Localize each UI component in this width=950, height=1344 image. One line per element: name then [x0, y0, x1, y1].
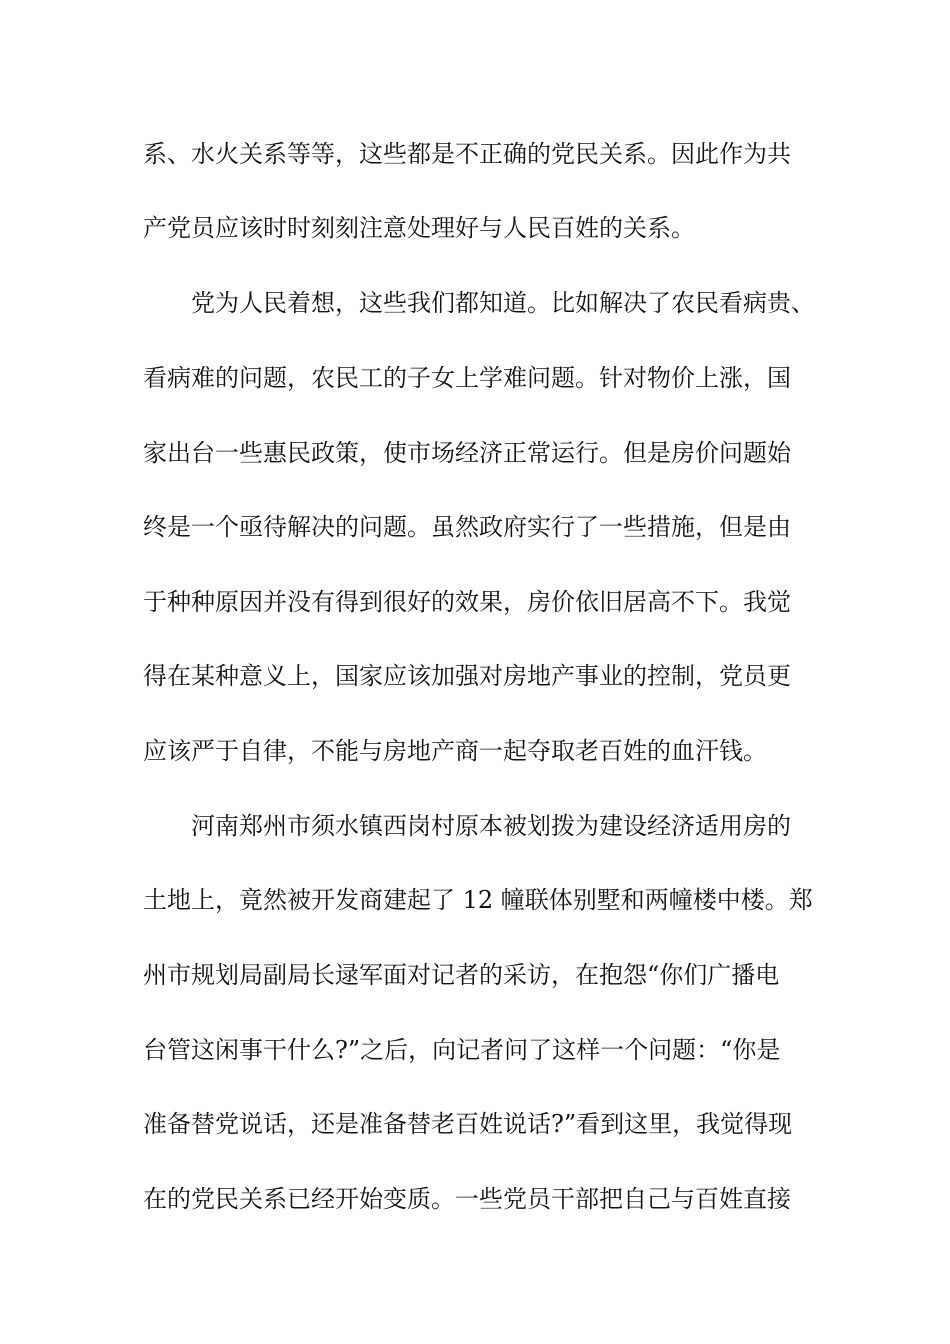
- body-text-line: 终是一个亟待解决的问题。虽然政府实行了一些措施，但是由: [143, 513, 791, 541]
- body-text-line: 于种种原因并没有得到很好的效果，房价依旧居高不下。我觉: [143, 588, 791, 616]
- body-text-line: 应该严于自律，不能与房地产商一起夺取老百姓的血汗钱。: [143, 737, 767, 765]
- body-text-line: 得在某种意义上，国家应该加强对房地产事业的控制，党员更: [143, 662, 791, 690]
- paragraph-start-line: 河南郑州市须水镇西岗村原本被划拨为建设经济适用房的: [143, 812, 791, 840]
- body-text-line: 在的党民关系已经开始变质。一些党员干部把自己与百姓直接: [143, 1185, 791, 1213]
- body-text-line: 州市规划局副局长逯军面对记者的采访，在抱怨“你们广播电: [143, 961, 780, 989]
- body-text-line: 家出台一些惠民政策，使市场经济正常运行。但是房价问题始: [143, 439, 791, 467]
- body-text-line: 系、水火关系等等，这些都是不正确的党民关系。因此作为共: [143, 140, 791, 168]
- body-text-line: 看病难的问题，农民工的子女上学难问题。针对物价上涨，国: [143, 364, 791, 392]
- body-text-line: 准备替党说话，还是准备替老百姓说话?”看到这里，我觉得现: [143, 1110, 793, 1138]
- paragraph-start-line: 党为人民着想，这些我们都知道。比如解决了农民看病贵、: [143, 289, 815, 317]
- body-text-line: 产党员应该时时刻刻注意处理好与人民百姓的关系。: [143, 214, 695, 242]
- body-text-line: 土地上，竟然被开发商建起了 12 幢联体别墅和两幢楼中楼。郑: [143, 886, 813, 914]
- body-text-line: 台管这闲事干什么?”之后，向记者问了这样一个问题：“你是: [143, 1036, 781, 1064]
